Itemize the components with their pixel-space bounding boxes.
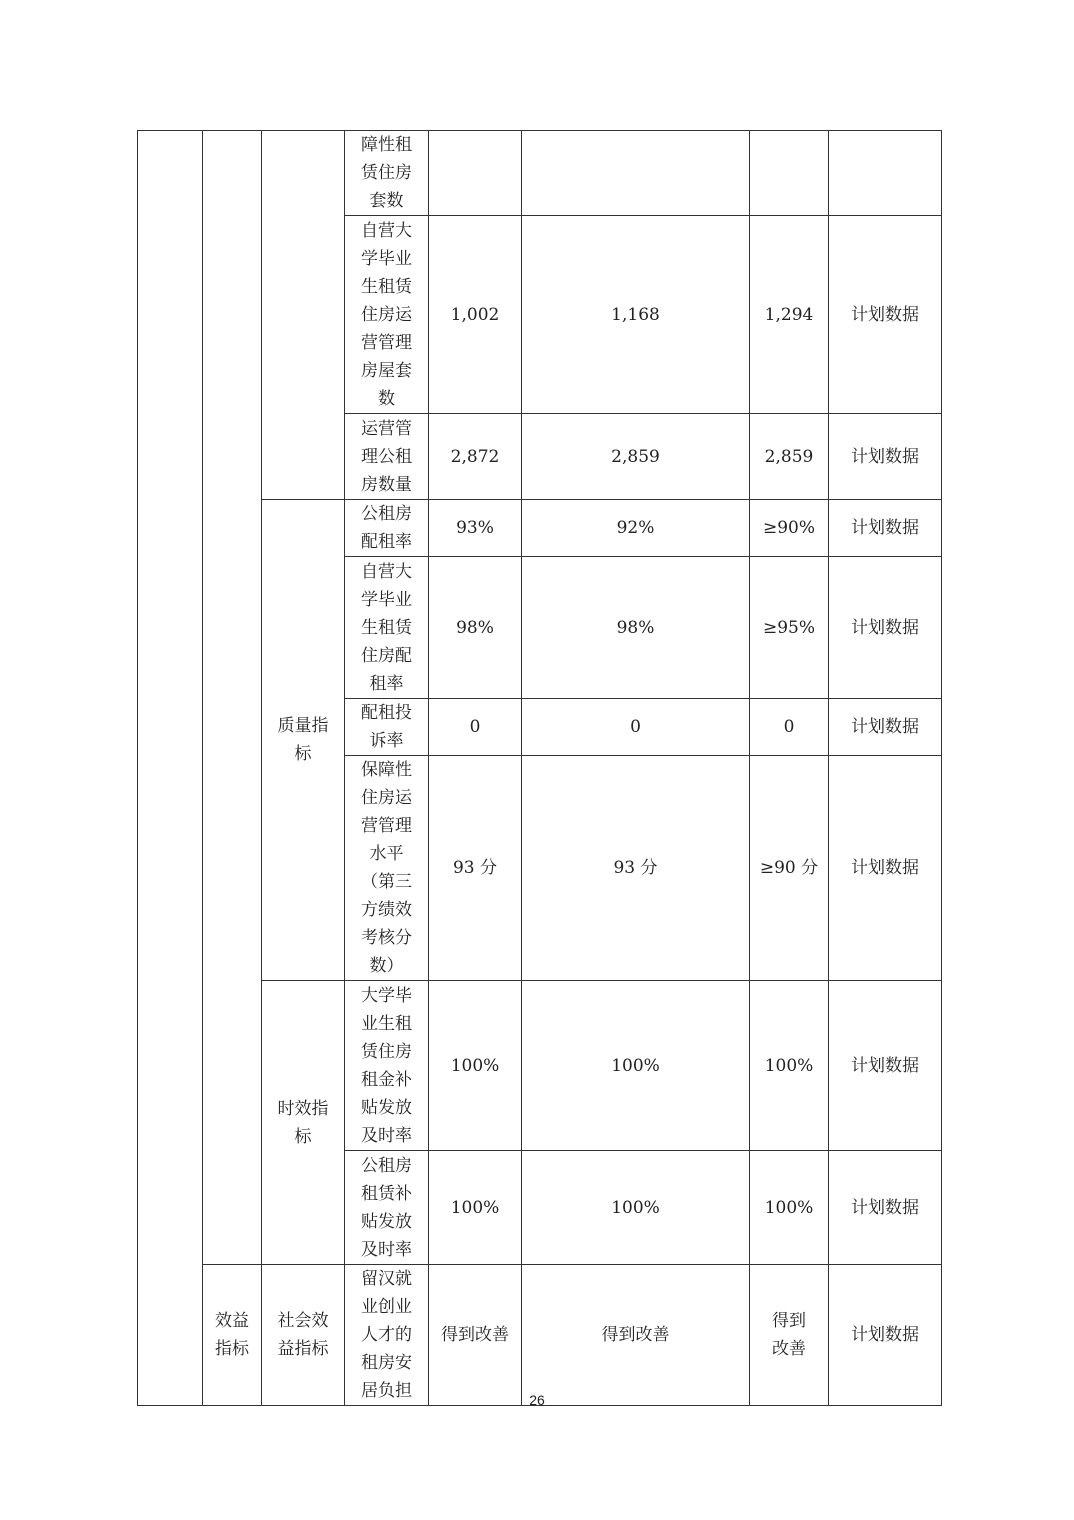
indicator-cell: 大学毕业生租赁住房租金补贴发放及时率 bbox=[345, 981, 429, 1151]
indicator-cell: 自营大学毕业生租赁住房配租率 bbox=[345, 557, 429, 699]
target-cell bbox=[750, 131, 829, 216]
note-cell: 计划数据 bbox=[829, 500, 942, 557]
value-cell: 98% bbox=[522, 557, 750, 699]
target-cell: 2,859 bbox=[750, 414, 829, 500]
indicator-cell: 保障性住房运营管理水平（第三方绩效考核分数） bbox=[345, 756, 429, 981]
value-cell: 100% bbox=[522, 981, 750, 1151]
value-cell: 98% bbox=[429, 557, 522, 699]
value-cell: 0 bbox=[522, 699, 750, 756]
blank-cell bbox=[262, 131, 345, 500]
value-cell: 92% bbox=[522, 500, 750, 557]
value-cell: 0 bbox=[429, 699, 522, 756]
benefit-category-cell: 效益指标 bbox=[203, 1265, 262, 1406]
value-cell: 93 分 bbox=[429, 756, 522, 981]
value-cell: 93 分 bbox=[522, 756, 750, 981]
performance-indicator-table bbox=[137, 130, 942, 1406]
target-cell: 100% bbox=[750, 981, 829, 1151]
note-cell: 计划数据 bbox=[829, 1151, 942, 1265]
target-cell: 得到改善 bbox=[750, 1265, 829, 1406]
value-cell bbox=[429, 131, 522, 216]
timeliness-category-cell: 时效指标 bbox=[262, 981, 345, 1265]
value-cell: 得到改善 bbox=[522, 1265, 750, 1406]
quality-category-cell: 质量指标 bbox=[262, 500, 345, 981]
indicator-cell: 留汉就业创业人才的租房安居负担 bbox=[345, 1265, 429, 1406]
indicator-cell: 配租投诉率 bbox=[345, 699, 429, 756]
indicator-cell: 障性租赁住房套数 bbox=[345, 131, 429, 216]
indicator-cell: 运营管理公租房数量 bbox=[345, 414, 429, 500]
note-cell: 计划数据 bbox=[829, 216, 942, 414]
target-cell: ≥90% bbox=[750, 500, 829, 557]
value-cell: 100% bbox=[429, 1151, 522, 1265]
value-cell: 2,859 bbox=[522, 414, 750, 500]
value-cell: 1,002 bbox=[429, 216, 522, 414]
target-cell: ≥95% bbox=[750, 557, 829, 699]
target-cell: ≥90 分 bbox=[750, 756, 829, 981]
note-cell: 计划数据 bbox=[829, 1265, 942, 1406]
indicator-cell: 公租房配租率 bbox=[345, 500, 429, 557]
page-number: 26 bbox=[529, 1392, 545, 1408]
blank-cell bbox=[138, 131, 203, 1406]
target-cell: 0 bbox=[750, 699, 829, 756]
table-row bbox=[138, 131, 942, 216]
value-cell: 100% bbox=[522, 1151, 750, 1265]
target-cell: 100% bbox=[750, 1151, 829, 1265]
table-row bbox=[138, 1265, 942, 1406]
value-cell: 2,872 bbox=[429, 414, 522, 500]
target-cell: 1,294 bbox=[750, 216, 829, 414]
indicator-cell: 自营大学毕业生租赁住房运营管理房屋套数 bbox=[345, 216, 429, 414]
social-category-cell: 社会效益指标 bbox=[262, 1265, 345, 1406]
note-cell bbox=[829, 131, 942, 216]
note-cell: 计划数据 bbox=[829, 981, 942, 1151]
note-cell: 计划数据 bbox=[829, 756, 942, 981]
note-cell: 计划数据 bbox=[829, 557, 942, 699]
blank-cell bbox=[203, 131, 262, 1265]
value-cell: 100% bbox=[429, 981, 522, 1151]
value-cell: 得到改善 bbox=[429, 1265, 522, 1406]
note-cell: 计划数据 bbox=[829, 414, 942, 500]
value-cell: 93% bbox=[429, 500, 522, 557]
indicator-cell: 公租房租赁补贴发放及时率 bbox=[345, 1151, 429, 1265]
value-cell: 1,168 bbox=[522, 216, 750, 414]
note-cell: 计划数据 bbox=[829, 699, 942, 756]
value-cell bbox=[522, 131, 750, 216]
